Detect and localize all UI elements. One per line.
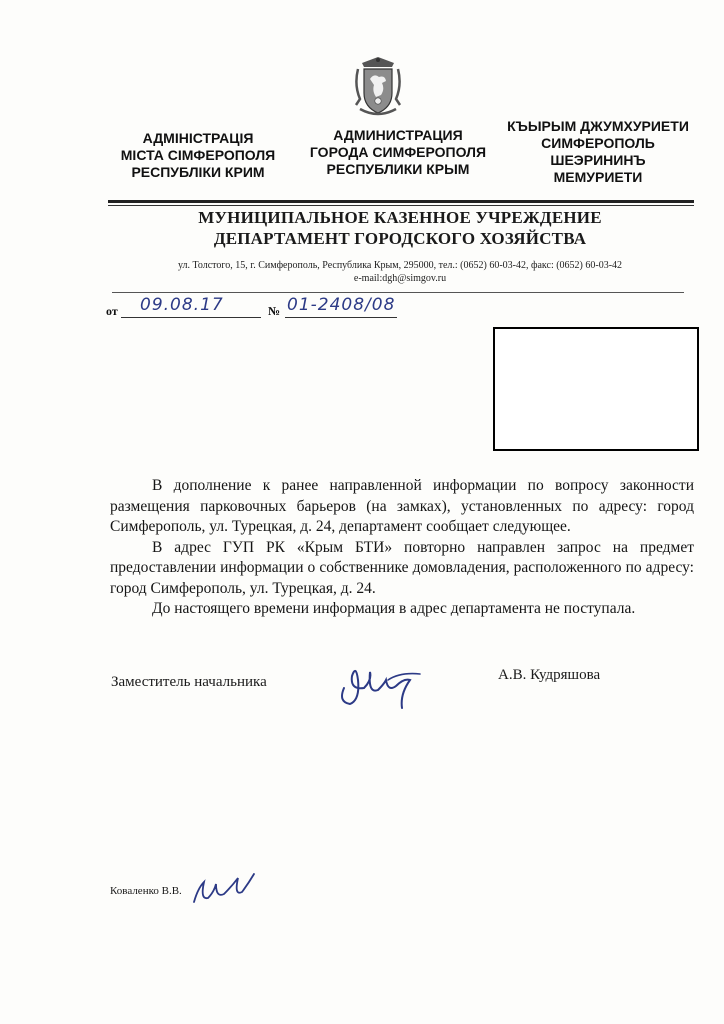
admin-crh-line: КЪЫРЫМ ДЖУМХУРИЕТИ bbox=[507, 118, 689, 134]
admin-crh-line: МЕМУРИЕТИ bbox=[553, 169, 643, 185]
letter-body bbox=[110, 476, 694, 620]
address-divider bbox=[112, 292, 684, 293]
admin-ua-line: МІСТА СІМФЕРОПОЛЯ bbox=[120, 147, 276, 163]
header-divider-thin bbox=[108, 205, 694, 206]
admin-ru-line: ГОРОДА СИМФЕРОПОЛЯ bbox=[309, 144, 487, 160]
admin-ru-line: АДМИНИСТРАЦИЯ bbox=[333, 127, 463, 143]
handwritten-number: 01-2408/08 bbox=[287, 295, 396, 315]
redacted-recipient-box bbox=[493, 327, 699, 451]
institution-title bbox=[150, 207, 650, 249]
handwritten-date: 09.08.17 bbox=[140, 295, 224, 315]
admin-header-crimean-tatar bbox=[500, 118, 696, 186]
executor-signature bbox=[188, 868, 258, 908]
email-line: e-mail:dgh@simgov.ru bbox=[353, 273, 447, 284]
header-divider bbox=[108, 200, 694, 203]
body-paragraph: В дополнение к ранее направленной информации по вопросу законности размещения парковочных барьеров (на замках), установленных по адресу: город Симферополь, ул. Турецкая, д. 24, департамент сообщает следующее. bbox=[110, 477, 694, 535]
institution-line: МУНИЦИПАЛЬНОЕ КАЗЕННОЕ УЧРЕЖДЕНИЕ bbox=[198, 208, 602, 227]
admin-crh-line: СИМФЕРОПОЛЬ bbox=[541, 135, 655, 151]
admin-header-ukrainian bbox=[108, 130, 288, 181]
number-underline bbox=[285, 317, 397, 318]
admin-ua-line: РЕСПУБЛІКИ КРИМ bbox=[131, 164, 265, 180]
address-line: ул. Толстого, 15, г. Симферополь, Республика Крым, 295000, тел.: (0652) 60-03-42, факс: (0652) 60-03-42 bbox=[177, 260, 623, 271]
number-label: № bbox=[268, 304, 281, 318]
institution-line: ДЕПАРТАМЕНТ ГОРОДСКОГО ХОЗЯЙСТВА bbox=[213, 229, 587, 248]
admin-crh-line: ШЕЭРИНИНЪ bbox=[550, 152, 646, 168]
admin-header-russian bbox=[300, 127, 496, 178]
body-paragraph: До настоящего времени информация в адрес департамента не поступала. bbox=[152, 600, 636, 617]
institution-address bbox=[120, 259, 680, 285]
date-underline bbox=[121, 317, 261, 318]
body-paragraph: В адрес ГУП РК «Крым БТИ» повторно направлен запрос на предмет предоставлении информации о собственнике домовладения, расположенного по адресу: город Симферополь, ул. Турецкая, д. 24. bbox=[110, 538, 694, 597]
from-label: от bbox=[106, 304, 118, 318]
admin-ua-line: АДМІНІСТРАЦІЯ bbox=[142, 130, 254, 146]
admin-ru-line: РЕСПУБЛИКИ КРЫМ bbox=[326, 161, 470, 177]
signatory-position: Заместитель начальника bbox=[111, 674, 267, 690]
signatory-name: А.В. Кудряшова bbox=[498, 667, 601, 683]
crimea-coat-of-arms-icon bbox=[352, 55, 404, 119]
handwritten-signature bbox=[330, 650, 430, 712]
executor-name: Коваленко В.В. bbox=[110, 885, 182, 897]
